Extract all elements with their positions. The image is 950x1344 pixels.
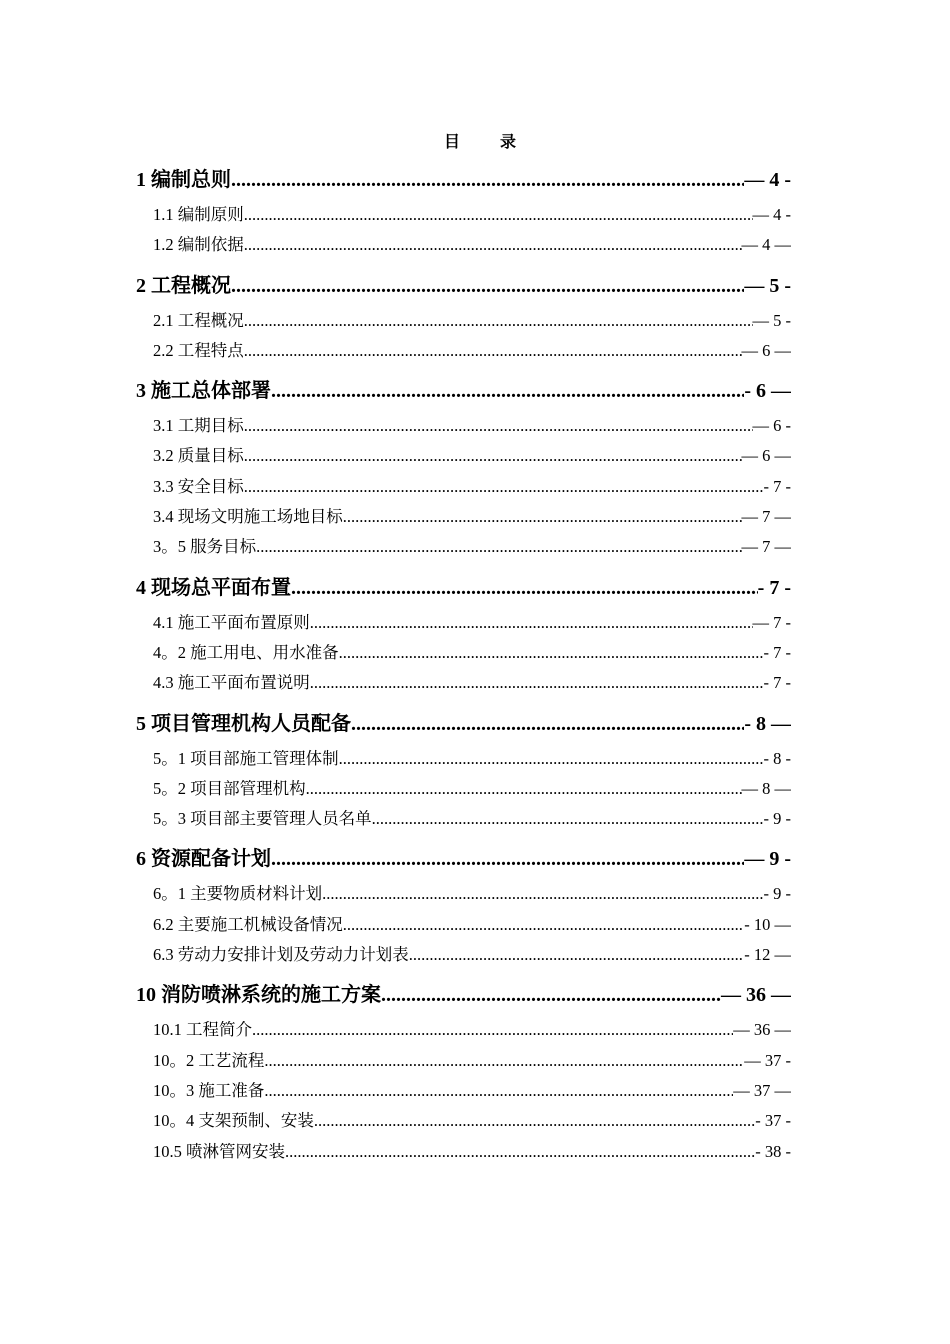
- toc-subsection-entry[interactable]: [136, 940, 791, 970]
- toc-leader-dots: [244, 411, 753, 441]
- toc-subsection-entry[interactable]: [136, 532, 791, 562]
- toc-subsection-entry[interactable]: [136, 668, 791, 698]
- toc-subsection-label: 1.1 编制原则: [153, 205, 244, 224]
- toc-subsection-page: - 7 -: [763, 476, 791, 496]
- toc-subsection-entry[interactable]: [136, 441, 791, 471]
- toc-subsection-entry[interactable]: [136, 638, 791, 668]
- toc-subsection-label: 6。1 主要物质材料计划: [153, 884, 323, 904]
- toc-subsection-page: - 38 -: [755, 1141, 791, 1161]
- toc-leader-dots: [244, 230, 742, 260]
- toc-leader-dots: [343, 502, 742, 532]
- toc-section-label: 10 消防喷淋系统的施工方案: [136, 984, 381, 1007]
- toc-subsection-label: 4.1 施工平面布置原则: [153, 612, 310, 632]
- toc-subsection-entry[interactable]: [136, 774, 791, 804]
- toc-section-entry[interactable]: [136, 376, 791, 406]
- toc-subsection-page: — 36 —: [733, 1020, 791, 1040]
- toc-section-page: — 36 —: [721, 984, 791, 1007]
- toc-subsection-label: 5。1 项目部施工管理体制: [153, 748, 339, 768]
- toc-subsection-entry[interactable]: [136, 1106, 791, 1136]
- toc-subsection-label: 2.2 工程特点: [153, 340, 244, 360]
- toc-leader-dots: [244, 441, 742, 471]
- toc-subsection-label: 10.1 工程简介: [153, 1020, 252, 1040]
- toc-section-page: - 8 —: [744, 712, 791, 735]
- toc-section-entry[interactable]: [136, 844, 791, 874]
- toc-subsection-page: — 6 —: [741, 340, 791, 360]
- toc-section-page: - 6 —: [744, 380, 791, 403]
- toc-section-label: 5 项目管理机构人员配备: [136, 712, 351, 735]
- toc-leader-dots: [343, 910, 745, 940]
- toc-leader-dots: [271, 376, 744, 406]
- toc-section-page: — 4 -: [744, 169, 791, 191]
- toc-title: 目 录: [443, 134, 534, 151]
- toc-section-label: 4 现场总平面布置: [136, 576, 291, 599]
- toc-leader-dots: [285, 1137, 755, 1167]
- toc-section-page: - 7 -: [757, 576, 791, 599]
- toc-subsection-label: 10.5 喷淋管网安装: [153, 1141, 285, 1161]
- toc-subsection-page: — 37 -: [744, 1050, 791, 1070]
- toc-subsection-page: — 37 —: [733, 1080, 791, 1100]
- toc-leader-dots: [339, 744, 764, 774]
- toc-subsection-entry[interactable]: [136, 744, 791, 774]
- toc-section-page: — 5 -: [744, 274, 791, 297]
- toc-leader-dots: [252, 1015, 733, 1045]
- toc-subsection-entry[interactable]: [136, 411, 791, 441]
- toc-subsection-page: - 12 —: [744, 945, 791, 965]
- toc-leader-dots: [244, 200, 753, 230]
- toc-subsection-page: - 7 -: [763, 673, 791, 693]
- toc-subsection-page: - 9 -: [763, 809, 791, 829]
- toc-leader-dots: [306, 774, 742, 804]
- toc-leader-dots: [271, 844, 744, 874]
- toc-subsection-entry[interactable]: [136, 472, 791, 502]
- toc-subsection-entry[interactable]: [136, 306, 791, 336]
- toc-subsection-entry[interactable]: [136, 910, 791, 940]
- toc-leader-dots: [244, 472, 764, 502]
- toc-subsection-entry[interactable]: [136, 608, 791, 638]
- toc-leader-dots: [339, 638, 764, 668]
- table-of-contents: [136, 160, 791, 1167]
- toc-section-label: 3 施工总体部署: [136, 380, 271, 403]
- toc-subsection-page: — 8 —: [741, 778, 791, 798]
- toc-subsection-page: - 8 -: [763, 748, 791, 768]
- toc-leader-dots: [322, 879, 763, 909]
- toc-leader-dots: [314, 1106, 755, 1136]
- toc-leader-dots: [264, 1046, 744, 1076]
- toc-leader-dots: [264, 1076, 733, 1106]
- toc-subsection-page: — 7 —: [741, 537, 791, 557]
- toc-subsection-label: 10。4 支架预制、安装: [153, 1111, 314, 1131]
- toc-subsection-label: 6.2 主要施工机械设备情况: [153, 914, 343, 934]
- toc-subsection-entry[interactable]: [136, 502, 791, 532]
- toc-leader-dots: [231, 165, 744, 195]
- toc-subsection-entry[interactable]: [136, 1137, 791, 1167]
- toc-subsection-label: 10。3 施工准备: [153, 1080, 265, 1100]
- toc-subsection-page: — 4 —: [741, 235, 791, 255]
- toc-leader-dots: [291, 573, 758, 603]
- toc-subsection-page: — 7 -: [752, 612, 791, 632]
- toc-subsection-entry[interactable]: [136, 230, 791, 260]
- toc-subsection-label: 4。2 施工用电、用水准备: [153, 642, 339, 662]
- toc-subsection-page: — 6 —: [741, 446, 791, 466]
- toc-subsection-label: 3.4 现场文明施工场地目标: [153, 507, 343, 527]
- toc-subsection-label: 3.2 质量目标: [153, 446, 244, 466]
- toc-subsection-label: 6.3 劳动力安排计划及劳动力计划表: [153, 945, 409, 965]
- toc-leader-dots: [409, 940, 745, 970]
- toc-subsection-entry[interactable]: [136, 200, 791, 230]
- toc-section-label: 1 编制总则: [136, 169, 231, 191]
- toc-subsection-page: — 6 -: [752, 416, 791, 436]
- toc-section-label: 2 工程概况: [136, 274, 231, 297]
- toc-subsection-label: 5。2 项目部管理机构: [153, 778, 306, 798]
- toc-leader-dots: [351, 709, 744, 739]
- toc-subsection-page: — 4 -: [752, 205, 791, 224]
- toc-section-entry[interactable]: [136, 709, 791, 739]
- toc-leader-dots: [244, 306, 753, 336]
- toc-subsection-page: - 10 —: [744, 914, 791, 934]
- toc-subsection-label: 2.1 工程概况: [153, 310, 244, 330]
- toc-leader-dots: [256, 532, 741, 562]
- toc-subsection-page: - 7 -: [763, 642, 791, 662]
- toc-subsection-entry[interactable]: [136, 804, 791, 834]
- toc-leader-dots: [310, 608, 753, 638]
- toc-subsection-entry[interactable]: [136, 1046, 791, 1076]
- toc-leader-dots: [372, 804, 764, 834]
- toc-subsection-entry[interactable]: [136, 336, 791, 366]
- toc-subsection-label: 3.3 安全目标: [153, 476, 244, 496]
- toc-subsection-label: 4.3 施工平面布置说明: [153, 673, 310, 693]
- toc-subsection-label: 1.2 编制依据: [153, 235, 244, 255]
- toc-subsection-entry[interactable]: [136, 879, 791, 909]
- toc-subsection-page: — 5 -: [752, 310, 791, 330]
- toc-subsection-page: - 37 -: [755, 1111, 791, 1131]
- toc-subsection-entry[interactable]: [136, 1015, 791, 1045]
- toc-subsection-page: - 9 -: [763, 884, 791, 904]
- toc-leader-dots: [310, 668, 764, 698]
- toc-section-entry[interactable]: [136, 165, 791, 195]
- toc-leader-dots: [381, 980, 721, 1010]
- toc-subsection-page: — 7 —: [741, 507, 791, 527]
- toc-subsection-label: 10。2 工艺流程: [153, 1050, 265, 1070]
- toc-section-label: 6 资源配备计划: [136, 848, 271, 871]
- toc-subsection-label: 5。3 项目部主要管理人员名单: [153, 809, 372, 829]
- toc-leader-dots: [244, 336, 742, 366]
- toc-section-entry[interactable]: [136, 980, 791, 1010]
- toc-subsection-label: 3。5 服务目标: [153, 537, 257, 557]
- toc-leader-dots: [231, 271, 744, 301]
- toc-section-page: — 9 -: [744, 848, 791, 871]
- toc-section-entry[interactable]: [136, 573, 791, 603]
- toc-section-entry[interactable]: [136, 271, 791, 301]
- toc-subsection-entry[interactable]: [136, 1076, 791, 1106]
- toc-subsection-label: 3.1 工期目标: [153, 416, 244, 436]
